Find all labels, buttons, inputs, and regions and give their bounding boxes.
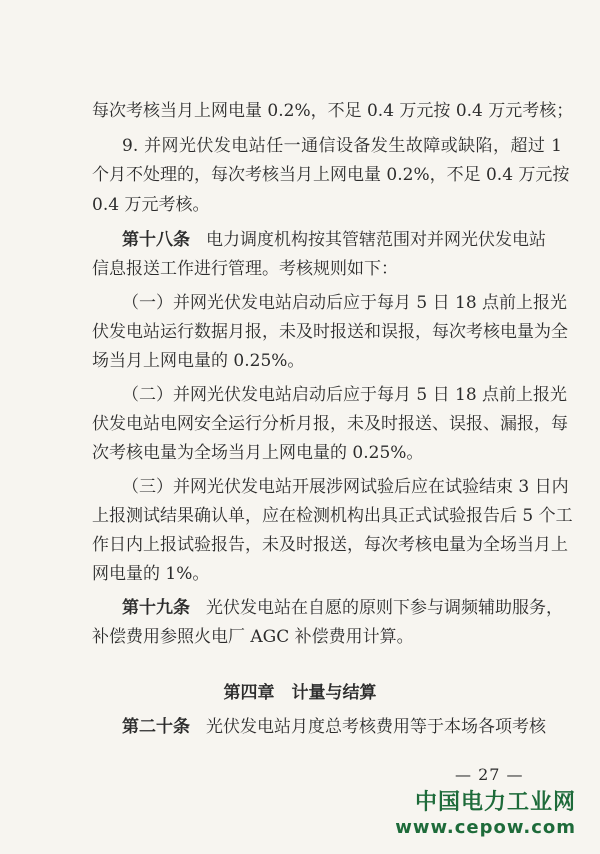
article-20-first-line <box>122 716 562 738</box>
paragraph-line: 场当月上网电量的 0.25%。 <box>92 351 305 371</box>
paragraph-line: （二）并网光伏发电站启动后应于每月 5 日 18 点前上报光 <box>122 385 568 405</box>
paragraph-line: 上报测试结果确认单，应在检测机构出具正式试验报告后 5 个工 <box>92 506 573 526</box>
paragraph-line: 每次考核当月上网电量 0.2%，不足 0.4 万元按 0.4 万元考核； <box>92 101 574 121</box>
chapter-heading: 第四章 计量与结算 <box>223 683 377 703</box>
paragraph-line: 0.4 万元考核。 <box>92 195 210 215</box>
article-18-first-line <box>122 229 562 251</box>
paragraph-line: 网电量的 1%。 <box>92 564 210 584</box>
watermark-url: www.cepow.com <box>395 817 576 838</box>
watermark-title: 中国电力工业网 <box>414 790 576 815</box>
paragraph-line: 补偿费用参照火电厂 AGC 补偿费用计算。 <box>92 627 414 647</box>
article-19-heading: 第十九条 <box>122 598 190 618</box>
article-19-first-line <box>122 597 562 619</box>
paragraph-line: （三）并网光伏发电站开展涉网试验后应在试验结束 3 日内 <box>122 477 569 497</box>
paragraph-line: 次考核电量为全场当月上网电量的 0.25%。 <box>92 443 424 463</box>
paragraph-line: （一）并网光伏发电站启动后应于每月 5 日 18 点前上报光 <box>122 293 568 313</box>
paragraph-line: 个月不处理的，每次考核当月上网电量 0.2%，不足 0.4 万元按 <box>92 165 570 185</box>
article-20-heading: 第二十条 <box>122 717 190 737</box>
paragraph-line: 伏发电站电网安全运行分析月报，未及时报送、误报、漏报，每 <box>92 414 568 434</box>
paragraph-line: 光伏发电站月度总考核费用等于本场各项考核 <box>206 717 546 737</box>
paragraph-line: 电力调度机构按其管辖范围对并网光伏发电站 <box>206 230 546 250</box>
article-18-heading: 第十八条 <box>122 230 190 250</box>
page-number: — 27 — <box>455 765 524 784</box>
paragraph-line: 伏发电站运行数据月报，未及时报送和误报，每次考核电量为全 <box>92 322 568 342</box>
paragraph-line: 信息报送工作进行管理。考核规则如下： <box>92 259 398 279</box>
paragraph-line: 作日内上报试验报告，未及时报送，每次考核电量为全场当月上 <box>92 535 568 555</box>
paragraph-line: 光伏发电站在自愿的原则下参与调频辅助服务， <box>206 598 563 618</box>
paragraph-line: 9. 并网光伏发电站任一通信设备发生故障或缺陷，超过 1 <box>122 136 562 156</box>
